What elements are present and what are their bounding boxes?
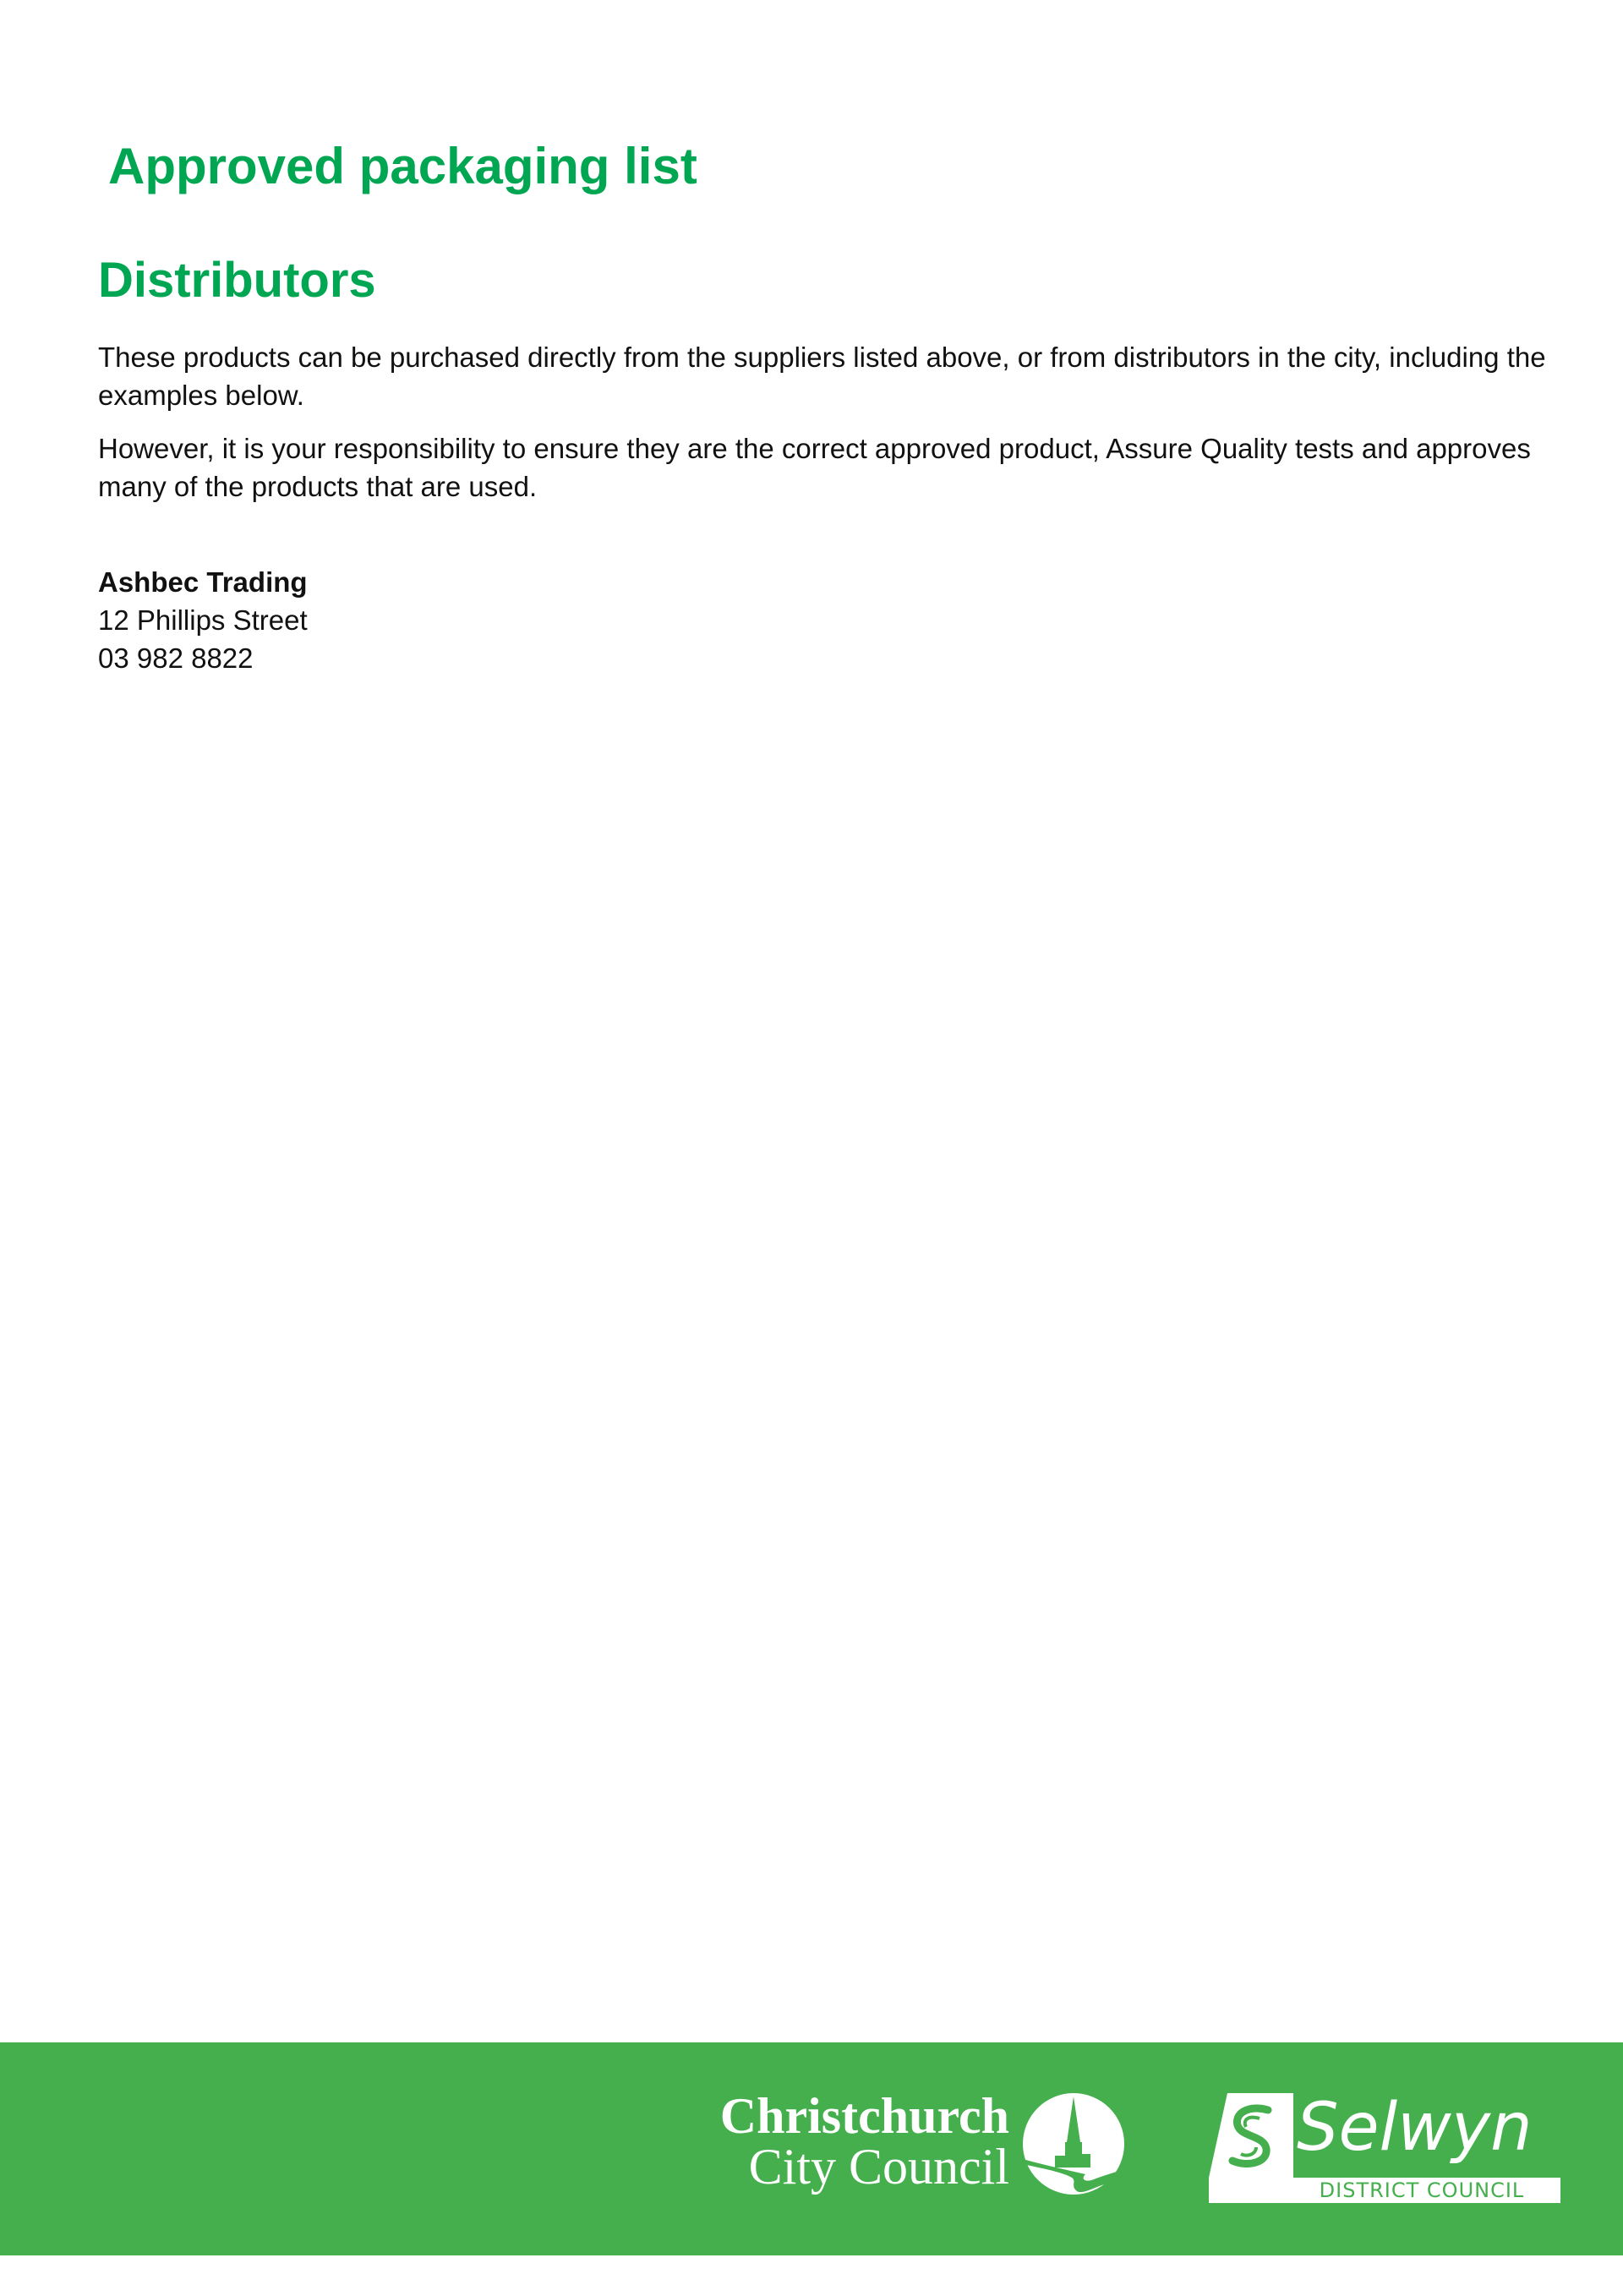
distributor-address: 12 Phillips Street	[98, 604, 308, 636]
responsibility-paragraph: However, it is your responsibility to ensure they are the correct approved product, Assure Quality tests and approves many of the products that are used.	[98, 433, 1531, 502]
selwyn-logo-subtitle: DISTRICT COUNCIL	[1319, 2178, 1525, 2202]
christchurch-city-council-logo	[683, 2090, 1131, 2200]
intro-paragraph: These products can be purchased directly from the suppliers listed above, or from distributors in the city, including the examples below.	[98, 342, 1546, 411]
distributor-phone: 03 982 8822	[98, 642, 254, 674]
selwyn-district-council-logo	[1209, 2090, 1560, 2202]
selwyn-logo-name: Selwyn	[1297, 2090, 1533, 2166]
section-heading-distributors: Distributors	[98, 253, 376, 308]
cathedral-emblem-icon	[1021, 2091, 1126, 2196]
page-title: Approved packaging list	[108, 138, 697, 194]
christchurch-logo-line2: City Council	[748, 2139, 1009, 2195]
distributor-entry	[98, 563, 1552, 677]
footer-band	[0, 2042, 1623, 2255]
christchurch-logo-line1: Christchurch	[719, 2088, 1009, 2144]
distributor-name: Ashbec Trading	[98, 566, 308, 598]
selwyn-s-emblem-icon	[1209, 2093, 1293, 2178]
distributors-content	[98, 338, 1552, 677]
christchurch-logo-text	[683, 2088, 1009, 2195]
